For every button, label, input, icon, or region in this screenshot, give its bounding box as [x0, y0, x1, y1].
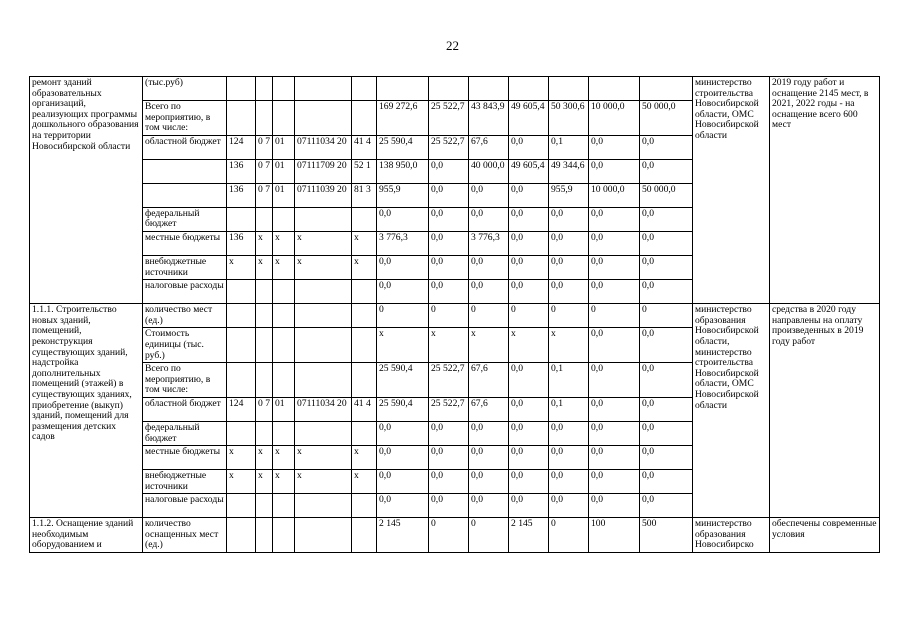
value-2-cell: 0,0	[429, 183, 469, 207]
code-pr-cell	[273, 518, 295, 553]
value-3-cell: 0,0	[469, 280, 509, 304]
value-7-cell: 50 000,0	[640, 101, 693, 136]
value-1-cell: 25 590,4	[377, 135, 429, 159]
value-7-cell: 0,0	[640, 363, 693, 398]
value-3-cell: 0,0	[469, 255, 509, 279]
table-row	[30, 304, 880, 328]
code-grbs-cell	[227, 328, 256, 363]
value-5-cell: 0,1	[549, 397, 589, 421]
measure-name-cell: 1.1.1. Строительство новых зданий, помещений, реконструкция существующих зданий, надстройка дополнительных помещений (этажей) в существующих зданиях, приобретение (выкуп) зданий, помещений для размещения детских садов	[30, 304, 143, 518]
code-rz-cell	[256, 421, 273, 445]
code-rz-cell: 0 7	[256, 183, 273, 207]
code-grbs-cell	[227, 518, 256, 553]
value-4-cell: 0,0	[509, 255, 549, 279]
code-rz-cell: 0 7	[256, 159, 273, 183]
value-2-cell: 0,0	[429, 280, 469, 304]
value-7-cell: 0,0	[640, 280, 693, 304]
code-csr-cell	[295, 77, 352, 101]
value-2-cell: 0	[429, 518, 469, 553]
value-7-cell: 500	[640, 518, 693, 553]
value-1-cell: 25 590,4	[377, 397, 429, 421]
value-2-cell: 25 522,7	[429, 135, 469, 159]
value-4-cell: 0,0	[509, 470, 549, 494]
value-2-cell	[429, 77, 469, 101]
code-csr-cell	[295, 363, 352, 398]
value-6-cell: 0,0	[589, 207, 640, 231]
page-number: 22	[446, 38, 459, 53]
code-grbs-cell: 136	[227, 183, 256, 207]
expected-result-cell: 2019 году работ и оснащение 2145 мест, в 2021, 2022 годы - на оснащение всего 600 мест	[770, 77, 880, 304]
value-1-cell: 955,9	[377, 183, 429, 207]
value-1-cell: 0,0	[377, 421, 429, 445]
value-6-cell: 0,0	[589, 470, 640, 494]
value-7-cell: 0,0	[640, 470, 693, 494]
value-1-cell: 0,0	[377, 446, 429, 470]
code-vr-cell: 41 4	[352, 135, 377, 159]
code-rz-cell	[256, 494, 273, 518]
code-csr-cell: 07111709 20	[295, 159, 352, 183]
code-vr-cell: х	[352, 446, 377, 470]
value-1-cell: 25 590,4	[377, 363, 429, 398]
value-7-cell: 0,0	[640, 446, 693, 470]
value-2-cell: 0,0	[429, 159, 469, 183]
code-pr-cell	[273, 421, 295, 445]
code-pr-cell: 01	[273, 159, 295, 183]
value-6-cell: 0,0	[589, 421, 640, 445]
value-6-cell: 0,0	[589, 363, 640, 398]
code-csr-cell: х	[295, 446, 352, 470]
value-6-cell: 0,0	[589, 280, 640, 304]
value-1-cell: 0,0	[377, 255, 429, 279]
value-1-cell: х	[377, 328, 429, 363]
code-grbs-cell: х	[227, 255, 256, 279]
code-vr-cell	[352, 101, 377, 136]
value-4-cell: 0,0	[509, 494, 549, 518]
value-7-cell: 50 000,0	[640, 183, 693, 207]
value-1-cell: 0,0	[377, 470, 429, 494]
code-grbs-cell	[227, 77, 256, 101]
code-vr-cell	[352, 421, 377, 445]
code-vr-cell	[352, 304, 377, 328]
value-3-cell: 0	[469, 304, 509, 328]
value-2-cell: х	[429, 328, 469, 363]
code-pr-cell	[273, 101, 295, 136]
indicator-cell: областной бюджет	[143, 135, 227, 159]
value-4-cell: 0,0	[509, 421, 549, 445]
table-row	[30, 518, 880, 553]
code-rz-cell	[256, 280, 273, 304]
value-3-cell: 0,0	[469, 470, 509, 494]
value-3-cell: х	[469, 328, 509, 363]
indicator-cell: количество оснащенных мест (ед.)	[143, 518, 227, 553]
code-pr-cell	[273, 304, 295, 328]
code-rz-cell	[256, 328, 273, 363]
value-4-cell: 49 605,4	[509, 159, 549, 183]
code-csr-cell	[295, 421, 352, 445]
value-2-cell: 0	[429, 304, 469, 328]
value-4-cell: 49 605,4	[509, 101, 549, 136]
indicator-cell: количество мест (ед.)	[143, 304, 227, 328]
code-grbs-cell: х	[227, 470, 256, 494]
code-vr-cell	[352, 363, 377, 398]
code-csr-cell	[295, 494, 352, 518]
value-7-cell: 0,0	[640, 207, 693, 231]
code-csr-cell	[295, 304, 352, 328]
value-4-cell: 2 145	[509, 518, 549, 553]
code-vr-cell	[352, 207, 377, 231]
value-5-cell: 0,0	[549, 207, 589, 231]
code-vr-cell: х	[352, 231, 377, 255]
code-pr-cell	[273, 280, 295, 304]
value-5-cell: 0,0	[549, 231, 589, 255]
value-7-cell: 0,0	[640, 231, 693, 255]
table-body	[30, 77, 880, 553]
executor-cell: министерство строительства Новосибирской области, ОМС Новосибирской области	[693, 77, 770, 304]
code-vr-cell: 41 4	[352, 397, 377, 421]
value-3-cell: 0,0	[469, 446, 509, 470]
code-pr-cell: 01	[273, 183, 295, 207]
code-rz-cell	[256, 101, 273, 136]
code-rz-cell	[256, 518, 273, 553]
value-4-cell: 0,0	[509, 397, 549, 421]
value-2-cell: 0,0	[429, 470, 469, 494]
code-rz-cell	[256, 363, 273, 398]
code-grbs-cell: 124	[227, 135, 256, 159]
code-csr-cell: х	[295, 470, 352, 494]
value-6-cell: 0	[589, 304, 640, 328]
value-4-cell: х	[509, 328, 549, 363]
value-2-cell: 25 522,7	[429, 101, 469, 136]
value-2-cell: 0,0	[429, 446, 469, 470]
code-pr-cell: х	[273, 255, 295, 279]
code-vr-cell	[352, 494, 377, 518]
executor-cell: министерство образования Новосибирской области, министерство строительства Новосибирской области, ОМС Новосибирской области	[693, 304, 770, 518]
value-5-cell: 49 344,6	[549, 159, 589, 183]
value-1-cell	[377, 77, 429, 101]
value-1-cell: 2 145	[377, 518, 429, 553]
code-grbs-cell	[227, 280, 256, 304]
code-vr-cell	[352, 77, 377, 101]
value-6-cell: 10 000,0	[589, 101, 640, 136]
code-grbs-cell: 124	[227, 397, 256, 421]
value-1-cell: 0,0	[377, 494, 429, 518]
value-7-cell: 0,0	[640, 494, 693, 518]
value-3-cell: 67,6	[469, 363, 509, 398]
value-2-cell: 0,0	[429, 421, 469, 445]
expected-result-cell: обеспечены современные условия	[770, 518, 880, 553]
code-pr-cell: х	[273, 446, 295, 470]
code-csr-cell	[295, 518, 352, 553]
indicator-cell: внебюджетные источники	[143, 255, 227, 279]
value-7-cell: 0,0	[640, 135, 693, 159]
value-6-cell: 100	[589, 518, 640, 553]
value-2-cell: 0,0	[429, 255, 469, 279]
expected-result-cell: средства в 2020 году направлены на оплату произведенных в 2019 году работ	[770, 304, 880, 518]
code-grbs-cell	[227, 207, 256, 231]
table-row	[30, 77, 880, 101]
indicator-cell: Всего по мероприятию, в том числе:	[143, 363, 227, 398]
value-4-cell: 0	[509, 304, 549, 328]
code-grbs-cell	[227, 494, 256, 518]
value-7-cell: 0	[640, 304, 693, 328]
value-4-cell: 0,0	[509, 280, 549, 304]
value-5-cell: х	[549, 328, 589, 363]
code-pr-cell	[273, 363, 295, 398]
value-2-cell: 0,0	[429, 494, 469, 518]
value-2-cell: 0,0	[429, 231, 469, 255]
value-2-cell: 25 522,7	[429, 397, 469, 421]
indicator-cell: налоговые расходы	[143, 280, 227, 304]
value-5-cell	[549, 77, 589, 101]
code-grbs-cell	[227, 421, 256, 445]
indicator-cell: федеральный бюджет	[143, 421, 227, 445]
indicator-cell: местные бюджеты	[143, 446, 227, 470]
value-3-cell: 0,0	[469, 494, 509, 518]
indicator-cell: налоговые расходы	[143, 494, 227, 518]
indicator-cell	[143, 159, 227, 183]
code-vr-cell	[352, 328, 377, 363]
value-2-cell: 0,0	[429, 207, 469, 231]
value-6-cell: 0,0	[589, 397, 640, 421]
code-grbs-cell: 136	[227, 159, 256, 183]
value-2-cell: 25 522,7	[429, 363, 469, 398]
indicator-cell: федеральный бюджет	[143, 207, 227, 231]
code-pr-cell	[273, 494, 295, 518]
code-pr-cell	[273, 77, 295, 101]
code-grbs-cell	[227, 304, 256, 328]
value-5-cell: 0,0	[549, 421, 589, 445]
value-3-cell: 43 843,9	[469, 101, 509, 136]
value-5-cell: 0	[549, 304, 589, 328]
value-3-cell: 0,0	[469, 183, 509, 207]
value-6-cell	[589, 77, 640, 101]
value-7-cell	[640, 77, 693, 101]
program-measures-table	[29, 76, 880, 553]
code-rz-cell	[256, 304, 273, 328]
code-rz-cell: х	[256, 446, 273, 470]
code-rz-cell: х	[256, 255, 273, 279]
value-6-cell: 10 000,0	[589, 183, 640, 207]
value-7-cell: 0,0	[640, 397, 693, 421]
value-5-cell: 50 300,6	[549, 101, 589, 136]
code-grbs-cell	[227, 101, 256, 136]
indicator-cell: (тыс.руб)	[143, 77, 227, 101]
code-rz-cell: х	[256, 231, 273, 255]
code-vr-cell: 52 1	[352, 159, 377, 183]
code-csr-cell: х	[295, 231, 352, 255]
value-3-cell: 3 776,3	[469, 231, 509, 255]
code-csr-cell	[295, 280, 352, 304]
value-3-cell: 67,6	[469, 397, 509, 421]
code-vr-cell	[352, 280, 377, 304]
value-5-cell: 955,9	[549, 183, 589, 207]
value-5-cell: 0,0	[549, 280, 589, 304]
value-6-cell: 0,0	[589, 135, 640, 159]
value-4-cell: 0,0	[509, 363, 549, 398]
indicator-cell: местные бюджеты	[143, 231, 227, 255]
value-1-cell: 0,0	[377, 280, 429, 304]
value-1-cell: 169 272,6	[377, 101, 429, 136]
code-pr-cell	[273, 207, 295, 231]
code-grbs-cell	[227, 363, 256, 398]
measure-name-cell: 1.1.2. Оснащение зданий необходимым оборудованием и	[30, 518, 143, 553]
indicator-cell: Стоимость единицы (тыс. руб.)	[143, 328, 227, 363]
value-1-cell: 0,0	[377, 207, 429, 231]
code-csr-cell: 07111034 20	[295, 397, 352, 421]
value-6-cell: 0,0	[589, 255, 640, 279]
code-csr-cell: х	[295, 255, 352, 279]
value-3-cell	[469, 77, 509, 101]
value-3-cell: 67,6	[469, 135, 509, 159]
value-5-cell: 0,0	[549, 255, 589, 279]
code-grbs-cell: 136	[227, 231, 256, 255]
code-csr-cell	[295, 207, 352, 231]
value-4-cell: 0,0	[509, 231, 549, 255]
value-4-cell: 0,0	[509, 207, 549, 231]
value-3-cell: 0,0	[469, 421, 509, 445]
code-csr-cell: 07111039 20	[295, 183, 352, 207]
code-vr-cell: х	[352, 470, 377, 494]
code-pr-cell: х	[273, 470, 295, 494]
value-1-cell: 0	[377, 304, 429, 328]
value-7-cell: 0,0	[640, 328, 693, 363]
indicator-cell: внебюджетные источники	[143, 470, 227, 494]
code-vr-cell: 81 3	[352, 183, 377, 207]
value-4-cell	[509, 77, 549, 101]
value-5-cell: 0,0	[549, 494, 589, 518]
code-vr-cell	[352, 518, 377, 553]
value-4-cell: 0,0	[509, 183, 549, 207]
value-3-cell: 40 000,0	[469, 159, 509, 183]
value-5-cell: 0,1	[549, 135, 589, 159]
value-7-cell: 0,0	[640, 421, 693, 445]
code-csr-cell	[295, 328, 352, 363]
value-4-cell: 0,0	[509, 446, 549, 470]
code-rz-cell: х	[256, 470, 273, 494]
code-pr-cell: х	[273, 231, 295, 255]
indicator-cell: Всего по мероприятию, в том числе:	[143, 101, 227, 136]
executor-cell: министерство образования Новосибирско	[693, 518, 770, 553]
value-6-cell: 0,0	[589, 446, 640, 470]
value-3-cell: 0	[469, 518, 509, 553]
value-4-cell: 0,0	[509, 135, 549, 159]
value-6-cell: 0,0	[589, 494, 640, 518]
value-5-cell: 0,0	[549, 470, 589, 494]
code-rz-cell: 0 7	[256, 135, 273, 159]
value-5-cell: 0	[549, 518, 589, 553]
indicator-cell	[143, 183, 227, 207]
code-csr-cell	[295, 101, 352, 136]
code-rz-cell	[256, 207, 273, 231]
code-rz-cell	[256, 77, 273, 101]
code-pr-cell	[273, 328, 295, 363]
code-pr-cell: 01	[273, 397, 295, 421]
indicator-cell: областной бюджет	[143, 397, 227, 421]
value-7-cell: 0,0	[640, 159, 693, 183]
value-5-cell: 0,0	[549, 446, 589, 470]
value-7-cell: 0,0	[640, 255, 693, 279]
value-1-cell: 138 950,0	[377, 159, 429, 183]
code-pr-cell: 01	[273, 135, 295, 159]
value-6-cell: 0,0	[589, 328, 640, 363]
code-rz-cell: 0 7	[256, 397, 273, 421]
value-5-cell: 0,1	[549, 363, 589, 398]
code-vr-cell: х	[352, 255, 377, 279]
value-6-cell: 0,0	[589, 231, 640, 255]
value-6-cell: 0,0	[589, 159, 640, 183]
code-csr-cell: 07111034 20	[295, 135, 352, 159]
code-grbs-cell: х	[227, 446, 256, 470]
value-3-cell: 0,0	[469, 207, 509, 231]
value-1-cell: 3 776,3	[377, 231, 429, 255]
measure-name-cell: ремонт зданий образовательных организаций, реализующих программы дошкольного образования на территории Новосибирской области	[30, 77, 143, 304]
